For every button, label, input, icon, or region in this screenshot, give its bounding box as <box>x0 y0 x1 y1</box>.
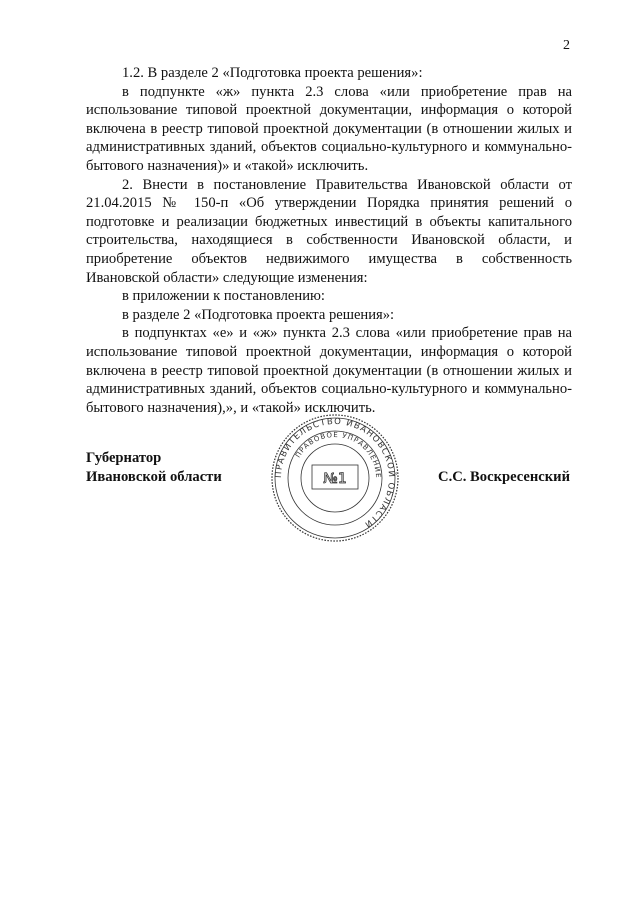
signatory-name: С.С. Воскресенский <box>438 469 570 485</box>
seal-inner-text: ПРАВОВОЕ УПРАВЛЕНИЕ <box>293 430 383 479</box>
document-body <box>86 64 572 417</box>
seal-outer-text: ПРАВИТЕЛЬСТВО ИВАНОВСКОЙ ОБЛАСТИ <box>273 416 397 530</box>
paragraph: в разделе 2 «Подготовка проекта решения»: <box>122 306 395 323</box>
signatory-title <box>86 449 222 486</box>
page-number: 2 <box>563 38 570 53</box>
official-seal <box>270 413 400 543</box>
paragraph: 2. Внести в постановление Правительства Ивановской области от 21.04.2015 № 150-п «Об утверждении Порядка принятия решений о подготовке и реализации бюджетных инвестиций в объекты капитального строительства, находящиеся в собственности Ивановской области, и приобретение объектов недвижимого имущества в собственность Ивановской области» следующие изменения: <box>86 176 572 286</box>
paragraph: в подпункте «ж» пункта 2.3 слова «или приобретение прав на использование типовой проектной документации, информация о которой включена в реестр типовой проектной документации (в отношении жилых и административных зданий, объектов социально-культурного и коммунально-бытового назначения)» и «такой» исключить. <box>86 83 572 174</box>
seal-number: №1 <box>323 471 347 487</box>
signatory-title-line2: Ивановской области <box>86 468 222 485</box>
paragraph: 1.2. В разделе 2 «Подготовка проекта решения»: <box>122 65 423 81</box>
paragraph: в приложении к постановлению: <box>122 288 325 305</box>
paragraph: в подпунктах «е» и «ж» пункта 2.3 слова «или приобретение прав на использование типовой проектной документации, информация о которой включена в реестр типовой проектной документации (в отношении жилых и административных зданий, объектов социально-культурного и коммунально-бытового назначения),», и «такой» исключить. <box>86 325 572 416</box>
signatory-title-line1: Губернатор <box>86 450 162 466</box>
